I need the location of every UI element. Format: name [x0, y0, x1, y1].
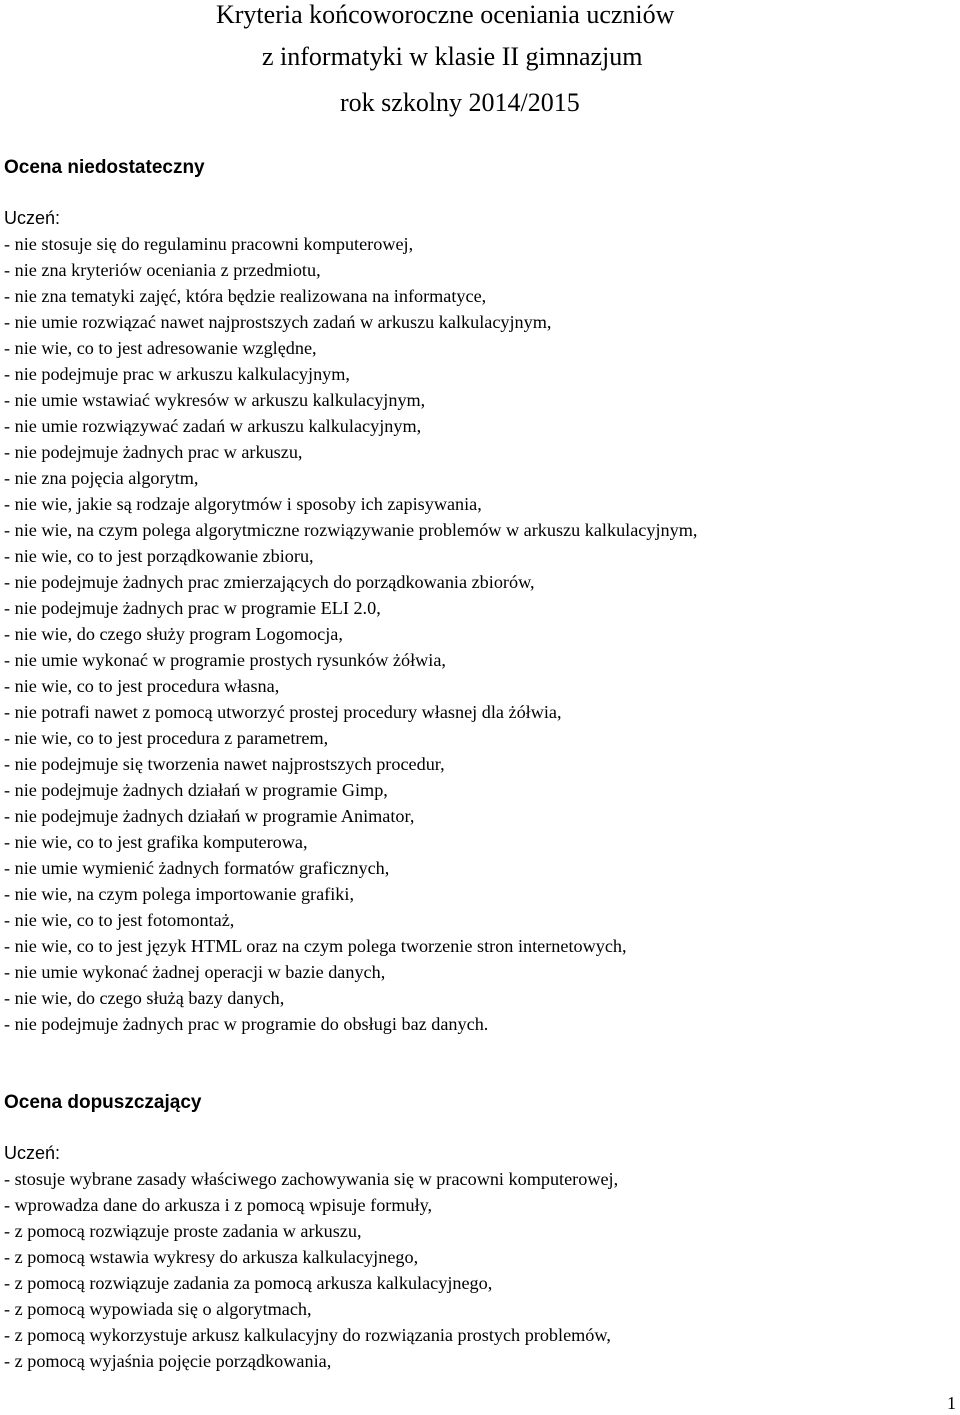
criteria-item: - nie wie, na czym polega importowanie grafiki, [4, 884, 354, 904]
page-number: 1 [947, 1393, 956, 1413]
criteria-item: - z pomocą wstawia wykresy do arkusza kalkulacyjnego, [4, 1247, 419, 1267]
criteria-item: - nie wie, co to jest procedura własna, [4, 676, 280, 696]
criteria-list [4, 1166, 954, 1374]
section-intro: Uczeń: [4, 208, 61, 228]
document-title-line-3: rok szkolny 2014/2015 [340, 88, 580, 117]
criteria-item: - nie podejmuje prac w arkuszu kalkulacyjnym, [4, 364, 350, 384]
criteria-item: - nie wie, co to jest język HTML oraz na czym polega tworzenie stron internetowych, [4, 936, 627, 956]
criteria-item: - nie zna tematyki zajęć, która będzie realizowana na informatyce, [4, 286, 487, 306]
criteria-item: - nie umie wstawiać wykresów w arkuszu kalkulacyjnym, [4, 390, 426, 410]
criteria-item: - nie podejmuje się tworzenia nawet najprostszych procedur, [4, 754, 445, 774]
criteria-item: - z pomocą wypowiada się o algorytmach, [4, 1299, 312, 1319]
criteria-item: - nie wie, jakie są rodzaje algorytmów i sposoby ich zapisywania, [4, 494, 482, 514]
criteria-item: - z pomocą rozwiązuje proste zadania w arkuszu, [4, 1221, 362, 1241]
criteria-list [4, 231, 954, 1037]
criteria-item: - nie podejmuje żadnych działań w programie Gimp, [4, 780, 388, 800]
criteria-item: - stosuje wybrane zasady właściwego zachowywania się w pracowni komputerowej, [4, 1169, 619, 1189]
criteria-item: - nie podejmuje żadnych działań w programie Animator, [4, 806, 415, 826]
criteria-item: - nie wie, co to jest grafika komputerowa, [4, 832, 308, 852]
section-ocena-niedostateczny [4, 155, 954, 1037]
criteria-item: - nie umie rozwiązywać zadań w arkuszu kalkulacyjnym, [4, 416, 422, 436]
criteria-item: - z pomocą wyjaśnia pojęcie porządkowania, [4, 1351, 332, 1371]
criteria-item: - nie podejmuje żadnych prac zmierzających do porządkowania zbiorów, [4, 572, 535, 592]
criteria-item: - nie umie wymienić żadnych formatów graficznych, [4, 858, 390, 878]
criteria-item: - nie podejmuje żadnych prac w programie ELI 2.0, [4, 598, 381, 618]
document-title-line-2: z informatyki w klasie II gimnazjum [262, 42, 643, 71]
criteria-item: - z pomocą wykorzystuje arkusz kalkulacyjny do rozwiązania prostych problemów, [4, 1325, 611, 1345]
section-intro: Uczeń: [4, 1143, 61, 1163]
criteria-item: - nie podejmuje żadnych prac w programie do obsługi baz danych. [4, 1014, 489, 1034]
criteria-item: - nie stosuje się do regulaminu pracowni komputerowej, [4, 234, 414, 254]
criteria-item: - nie wie, co to jest porządkowanie zbioru, [4, 546, 314, 566]
criteria-item: - nie zna kryteriów oceniania z przedmiotu, [4, 260, 321, 280]
criteria-item: - nie potrafi nawet z pomocą utworzyć prostej procedury własnej dla żółwia, [4, 702, 562, 722]
criteria-item: - nie wie, na czym polega algorytmiczne rozwiązywanie problemów w arkuszu kalkulacyjnym, [4, 520, 698, 540]
criteria-item: - nie wie, co to jest fotomontaż, [4, 910, 235, 930]
criteria-item: - nie wie, co to jest procedura z parametrem, [4, 728, 329, 748]
criteria-item: - nie wie, do czego służą bazy danych, [4, 988, 285, 1008]
criteria-item: - nie zna pojęcia algorytm, [4, 468, 199, 488]
document-title-line-1: Kryteria końcoworoczne oceniania uczniów [216, 0, 675, 29]
section-heading: Ocena niedostateczny [4, 157, 205, 178]
criteria-item: - nie umie rozwiązać nawet najprostszych zadań w arkuszu kalkulacyjnym, [4, 312, 552, 332]
criteria-item: - nie umie wykonać w programie prostych rysunków żółwia, [4, 650, 446, 670]
criteria-item: - nie wie, co to jest adresowanie względne, [4, 338, 317, 358]
criteria-item: - nie podejmuje żadnych prac w arkuszu, [4, 442, 303, 462]
section-heading: Ocena dopuszczający [4, 1092, 202, 1113]
criteria-item: - nie umie wykonać żadnej operacji w bazie danych, [4, 962, 386, 982]
criteria-item: - z pomocą rozwiązuje zadania za pomocą arkusza kalkulacyjnego, [4, 1273, 493, 1293]
criteria-item: - nie wie, do czego służy program Logomocja, [4, 624, 343, 644]
section-ocena-dopuszczajacy [4, 1090, 954, 1374]
criteria-item: - wprowadza dane do arkusza i z pomocą wpisuje formuły, [4, 1195, 433, 1215]
